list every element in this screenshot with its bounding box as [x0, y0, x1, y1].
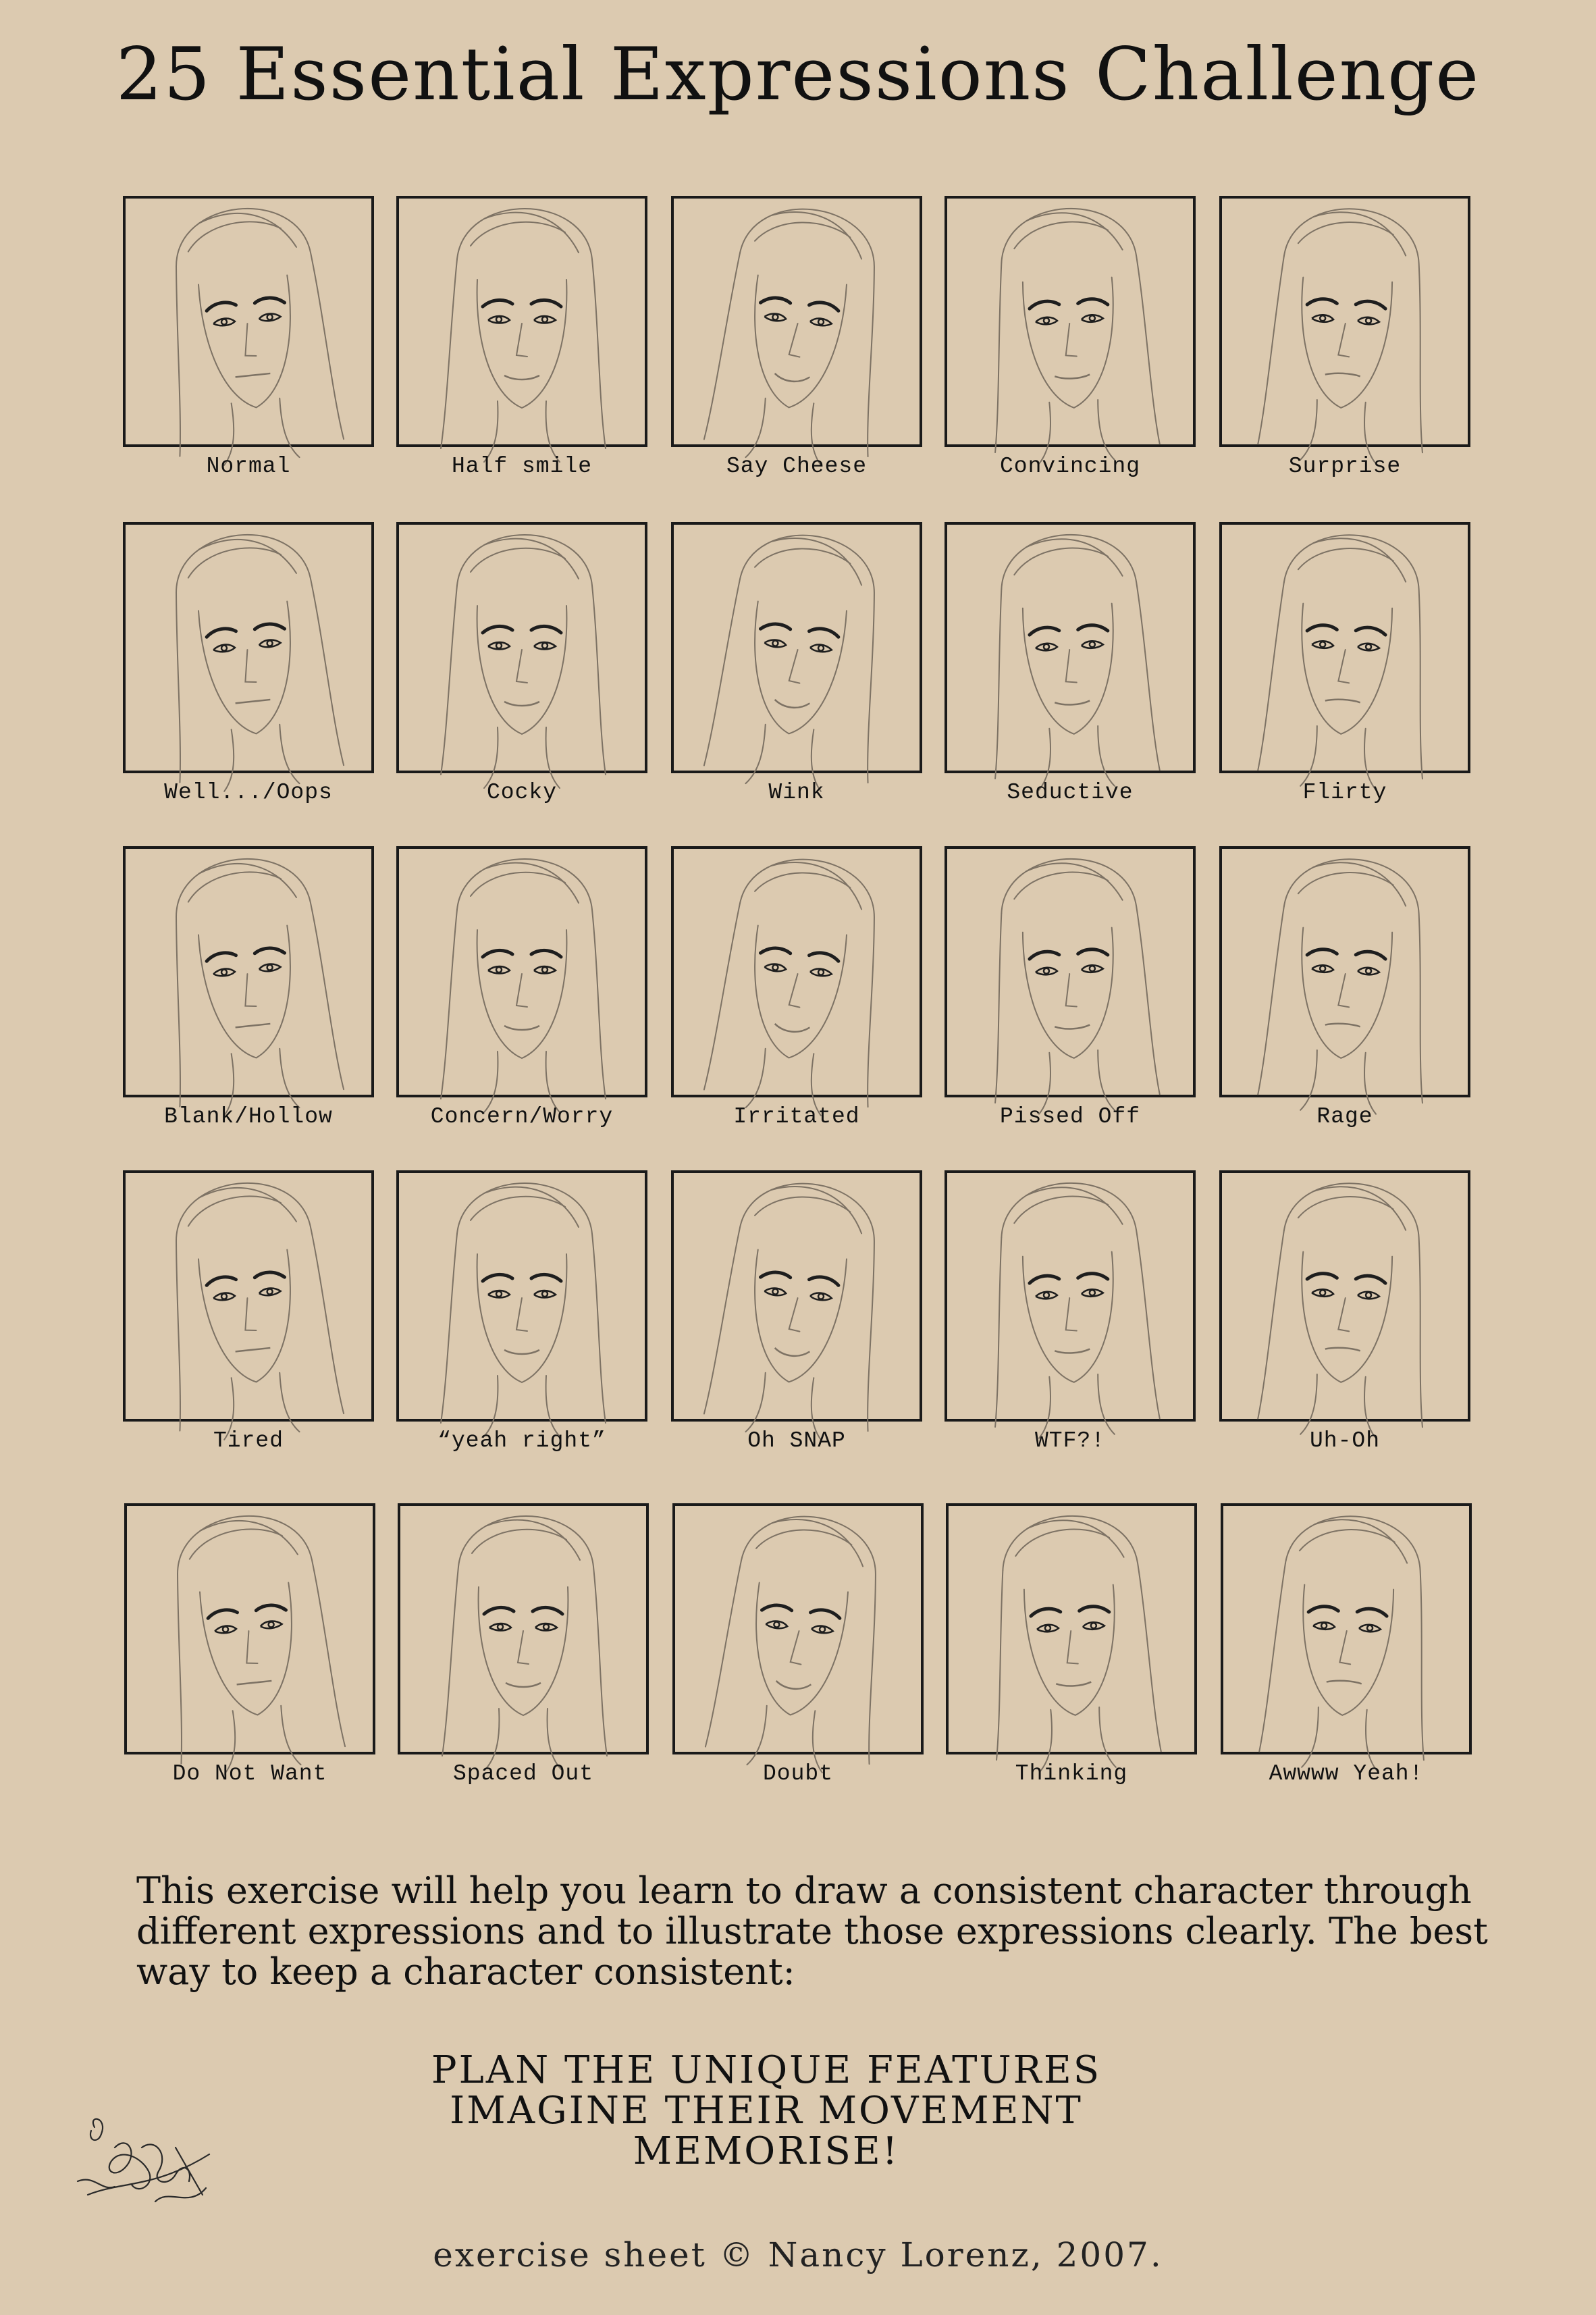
expression-frame: [123, 196, 374, 447]
face-sketch-icon: [111, 1486, 389, 1769]
expression-label: Rage: [1316, 1104, 1373, 1129]
expression-frame: [945, 196, 1196, 447]
expression-frame: [396, 846, 647, 1097]
step-memorise: MEMORISE!: [633, 2129, 900, 2173]
expression-frame: [945, 846, 1196, 1097]
expression-frame: [1219, 1170, 1470, 1422]
expression-label: Flirty: [1302, 780, 1387, 805]
expression-label: Cocky: [486, 780, 558, 805]
expression-frame: [396, 1170, 647, 1422]
face-sketch-icon: [658, 829, 936, 1112]
expression-frame: [396, 522, 647, 773]
expression-label: Well.../Oops: [164, 780, 333, 805]
expression-frame: [123, 846, 374, 1097]
face-sketch-icon: [109, 829, 388, 1112]
copyright-credit: exercise sheet © Nancy Lorenz, 2007.: [433, 2235, 1163, 2274]
page-title: 25 Essential Expressions Challenge: [115, 32, 1481, 117]
expression-frame: [671, 522, 922, 773]
face-sketch-icon: [1206, 504, 1484, 788]
expression-label: Irritated: [733, 1104, 860, 1129]
face-sketch-icon: [658, 178, 936, 462]
intro-paragraph: This exercise will help you learn to draw a consistent character through different expressions and to illustrate those expressions clearly. The best way to keep a character consistent:: [136, 1869, 1488, 1993]
face-sketch-icon: [658, 504, 936, 788]
face-sketch-icon: [931, 1153, 1209, 1436]
expression-label: Normal: [206, 454, 291, 479]
face-sketch-icon: [931, 829, 1209, 1112]
face-sketch-icon: [109, 1153, 388, 1436]
expression-label: Doubt: [762, 1761, 834, 1786]
face-sketch-icon: [384, 1486, 662, 1769]
expression-frame: [1219, 522, 1470, 773]
expression-frame: [671, 846, 922, 1097]
face-sketch-icon: [932, 1486, 1211, 1769]
expression-label: Thinking: [1015, 1761, 1128, 1786]
face-sketch-icon: [383, 504, 661, 788]
face-sketch-icon: [1207, 1486, 1485, 1769]
expression-frame: [398, 1503, 649, 1754]
expression-label: Half smile: [451, 454, 593, 479]
expression-frame: [945, 522, 1196, 773]
face-sketch-icon: [109, 178, 388, 462]
expression-label: Concern/Worry: [430, 1104, 614, 1129]
expression-frame: [1219, 846, 1470, 1097]
expression-frame: [123, 1170, 374, 1422]
expression-frame: [671, 196, 922, 447]
expression-frame: [1219, 196, 1470, 447]
expression-label: Do Not Want: [172, 1761, 327, 1786]
step-plan: PLAN THE UNIQUE FEATURES: [431, 2048, 1102, 2092]
face-sketch-icon: [931, 504, 1209, 788]
face-sketch-icon: [1206, 1153, 1484, 1436]
face-sketch-icon: [383, 829, 661, 1112]
expression-frame: [123, 522, 374, 773]
face-sketch-icon: [931, 178, 1209, 462]
expression-label: Blank/Hollow: [164, 1104, 333, 1129]
step-imagine: IMAGINE THEIR MOVEMENT: [450, 2089, 1083, 2133]
expression-label: Convincing: [999, 454, 1141, 479]
steps-list: [0, 2050, 1533, 2172]
expression-label: Spaced Out: [452, 1761, 594, 1786]
face-sketch-icon: [1206, 829, 1484, 1112]
signature-scribble: [74, 2107, 216, 2222]
expression-label: Wink: [768, 780, 825, 805]
expression-frame: [672, 1503, 924, 1754]
face-sketch-icon: [659, 1486, 937, 1769]
face-sketch-icon: [383, 178, 661, 462]
expression-label: “yeah right”: [437, 1428, 606, 1453]
expression-label: Awwww Yeah!: [1269, 1761, 1424, 1786]
expression-frame: [671, 1170, 922, 1422]
face-sketch-icon: [383, 1153, 661, 1436]
expression-label: Pissed Off: [999, 1104, 1141, 1129]
expression-label: Uh-Oh: [1309, 1428, 1381, 1453]
expression-label: Seductive: [1007, 780, 1134, 805]
face-sketch-icon: [109, 504, 388, 788]
expression-frame: [945, 1170, 1196, 1422]
expression-frame: [124, 1503, 375, 1754]
expression-label: Say Cheese: [726, 454, 868, 479]
expression-label: Surprise: [1288, 454, 1402, 479]
expression-frame: [396, 196, 647, 447]
face-sketch-icon: [1206, 178, 1484, 462]
face-sketch-icon: [658, 1153, 936, 1436]
expression-grid: [123, 196, 1473, 1786]
expression-frame: [946, 1503, 1197, 1754]
expression-frame: [1221, 1503, 1472, 1754]
expression-label: Tired: [213, 1428, 284, 1453]
expression-label: Oh SNAP: [747, 1428, 846, 1453]
expression-label: WTF?!: [1034, 1428, 1106, 1453]
